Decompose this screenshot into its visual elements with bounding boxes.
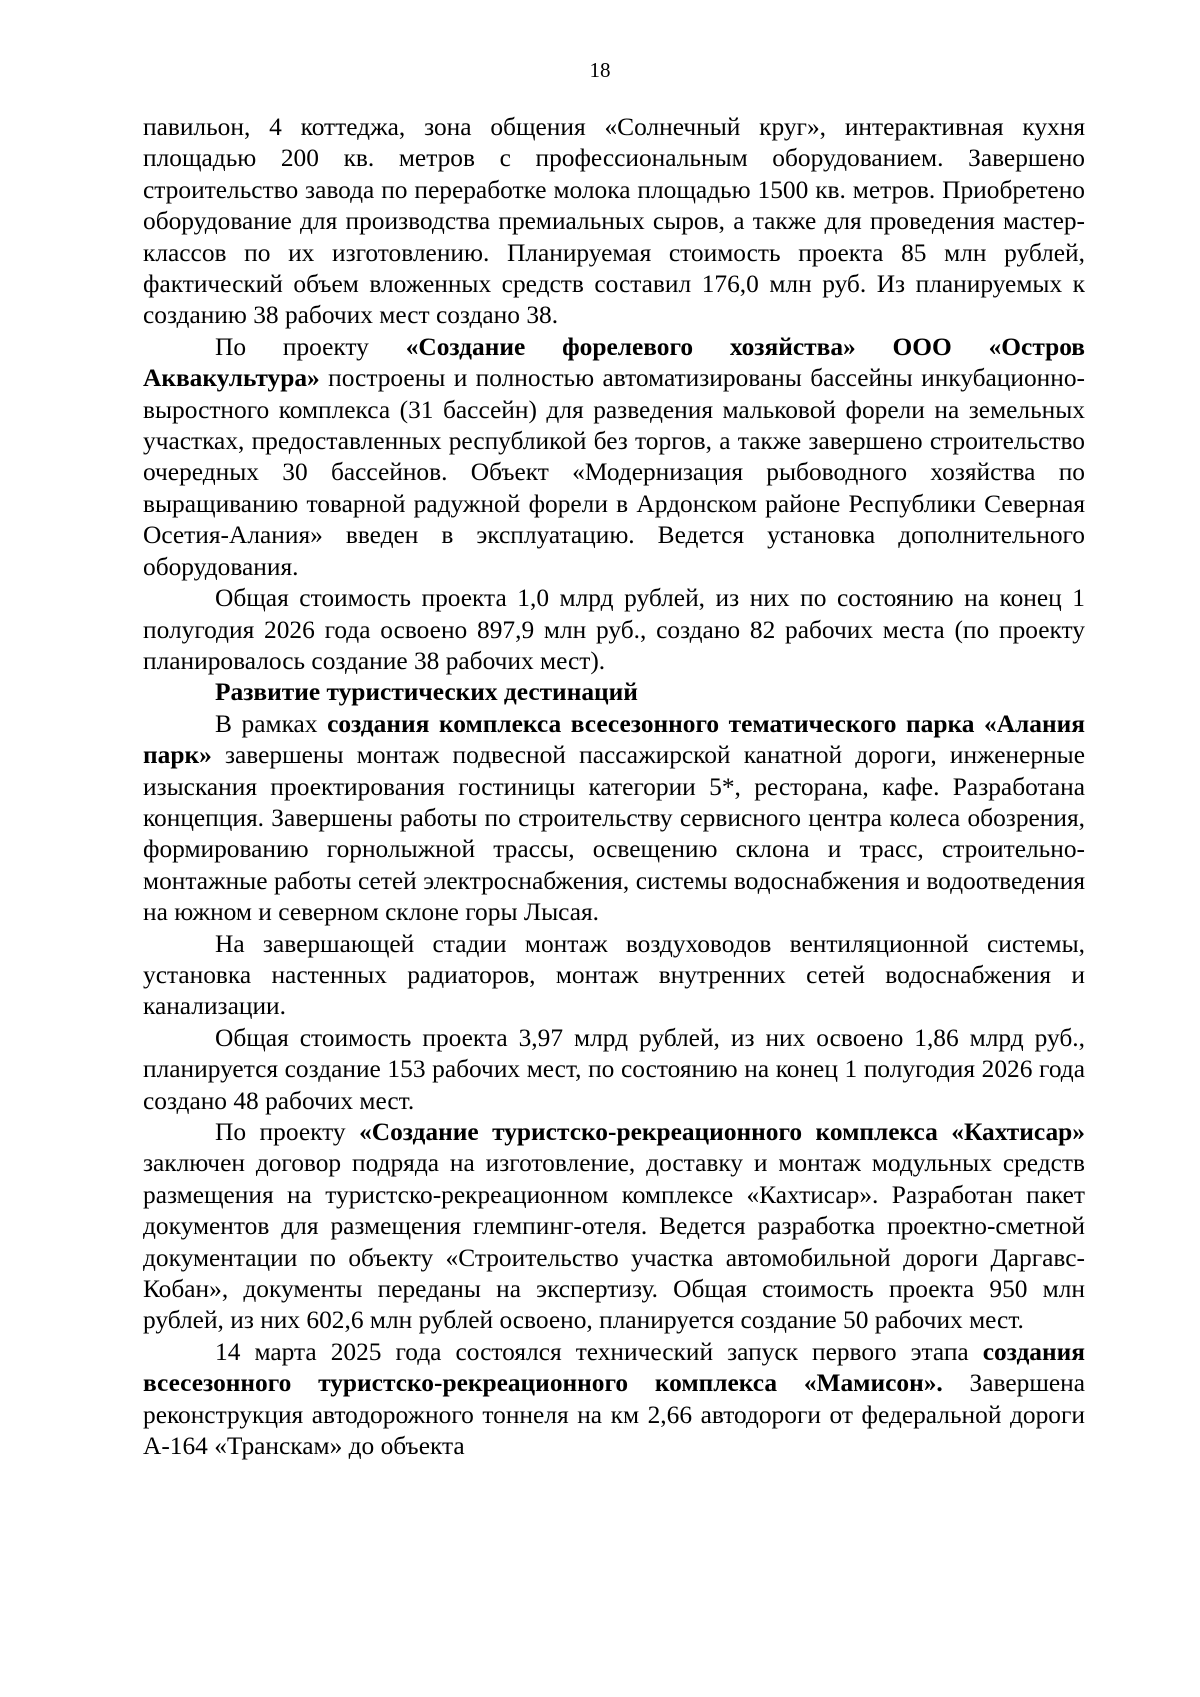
document-body [143,112,1085,1462]
paragraph-text: завершены монтаж подвесной пассажирской канатной дороги, инженерные изыскания проектирования гостиницы категории 5*, ресторана, кафе. Разработана концепция. Завершены работы по строительству сервисного центра колеса обозрения, формированию горнолыжной трассы, освещению склона и трасс, строительно-монтажные работы сетей электроснабжения, системы водоснабжения и водоотведения на южном и северном склоне горы Лысая. [143,741,1085,927]
paragraph-text: 14 марта 2025 года состоялся технический запуск первого этапа [215,1337,983,1366]
paragraph-text: Общая стоимость проекта 1,0 млрд рублей, из них по состоянию на конец 1 полугодия 2026 года освоено 897,9 млн руб., создано 82 рабочих места (по проекту планировалось создание 38 рабочих мест). [143,584,1085,675]
paragraph-text: В рамках [215,709,328,738]
paragraph-text: На завершающей стадии монтаж воздуховодов вентиляционной системы, установка настенных радиаторов, монтаж внутренних сетей водоснабжения и канализации. [143,929,1085,1021]
paragraph-mamison [143,1337,1085,1463]
project-title-trout: «Создание форелевого хозяйства» ООО «Остров Аквакультура» [143,332,1086,393]
paragraph-text: заключен договор подряда на изготовление, доставку и монтаж модульных средств размещения на туристско-рекреационном комплексе «Кахтисар». Разработан пакет документов для размещения глемпинг-отеля. Ведется разработка проектно-сметной документации по объекту «Строительство участка автомобильной дороги Даргавс-Кобан», документы переданы на экспертизу. Общая стоимость проекта 950 млн рублей, из них 602,6 млн рублей освоено, планируется создание 50 рабочих мест. [143,1149,1085,1335]
paragraph-text: павильон, 4 коттеджа, зона общения «Солнечный круг», интерактивная кухня площадью 200 кв. метров с профессиональным оборудованием. Завершено строительство завода по переработке молока площадью 1500 кв. метров. Приобретено оборудование для производства премиальных сыров, а также для проведения мастер-классов по их изготовлению. Планируемая стоимость проекта 85 млн рублей, фактический объем вложенных средств составил 176,0 млн руб. Из планируемых к созданию 38 рабочих мест создано 38. [143,113,1085,330]
paragraph-alania-park [143,709,1085,929]
paragraph-trout-cost [143,583,1085,677]
project-title-mamison: создания всесезонного туристско-рекреационного комплекса «Мамисон». [143,1337,1085,1398]
paragraph-alania-cost [143,1023,1085,1117]
paragraph-text: По проекту [215,332,406,361]
paragraph-text: Общая стоимость проекта 3,97 млрд рублей, из них освоено 1,86 млрд руб., планируется создание 153 рабочих мест, по состоянию на конец 1 полугодия 2026 года создано 48 рабочих мест. [143,1023,1085,1115]
paragraph-kakhtisar [143,1117,1085,1337]
project-title-alania-park: создания комплекса всесезонного тематического парка «Алания парк» [143,709,1085,770]
project-title-kakhtisar: «Создание туристско-рекреационного комплекса «Кахтисар» [359,1118,1085,1146]
paragraph-text: По проекту [215,1118,360,1146]
section-heading-text: Развитие туристических дестинаций [215,678,638,707]
page-number: 18 [589,58,611,82]
paragraph-trout-farm [143,332,1085,583]
paragraph-text: Завершена реконструкция автодорожного тоннеля на км 2,66 автодороги от федеральной дороги А-164 «Транскам» до объекта [143,1369,1085,1461]
section-heading-tourism [143,677,1085,708]
paragraph-text: построены и полностью автоматизированы бассейны инкубационно-выростного комплекса (31 бассейн) для разведения мальковой форели на земельных участках, предоставленных республикой без торгов, а также завершено строительство очередных 30 бассейнов. Объект «Модернизация рыбоводного хозяйства по выращиванию товарной радужной форели в Ардонском районе Республики Северная Осетия-Алания» введен в эксплуатацию. Ведется установка дополнительного оборудования. [143,364,1085,581]
paragraph-alania-final-stage [143,929,1085,1023]
paragraph-dairy-project-end [143,112,1085,332]
